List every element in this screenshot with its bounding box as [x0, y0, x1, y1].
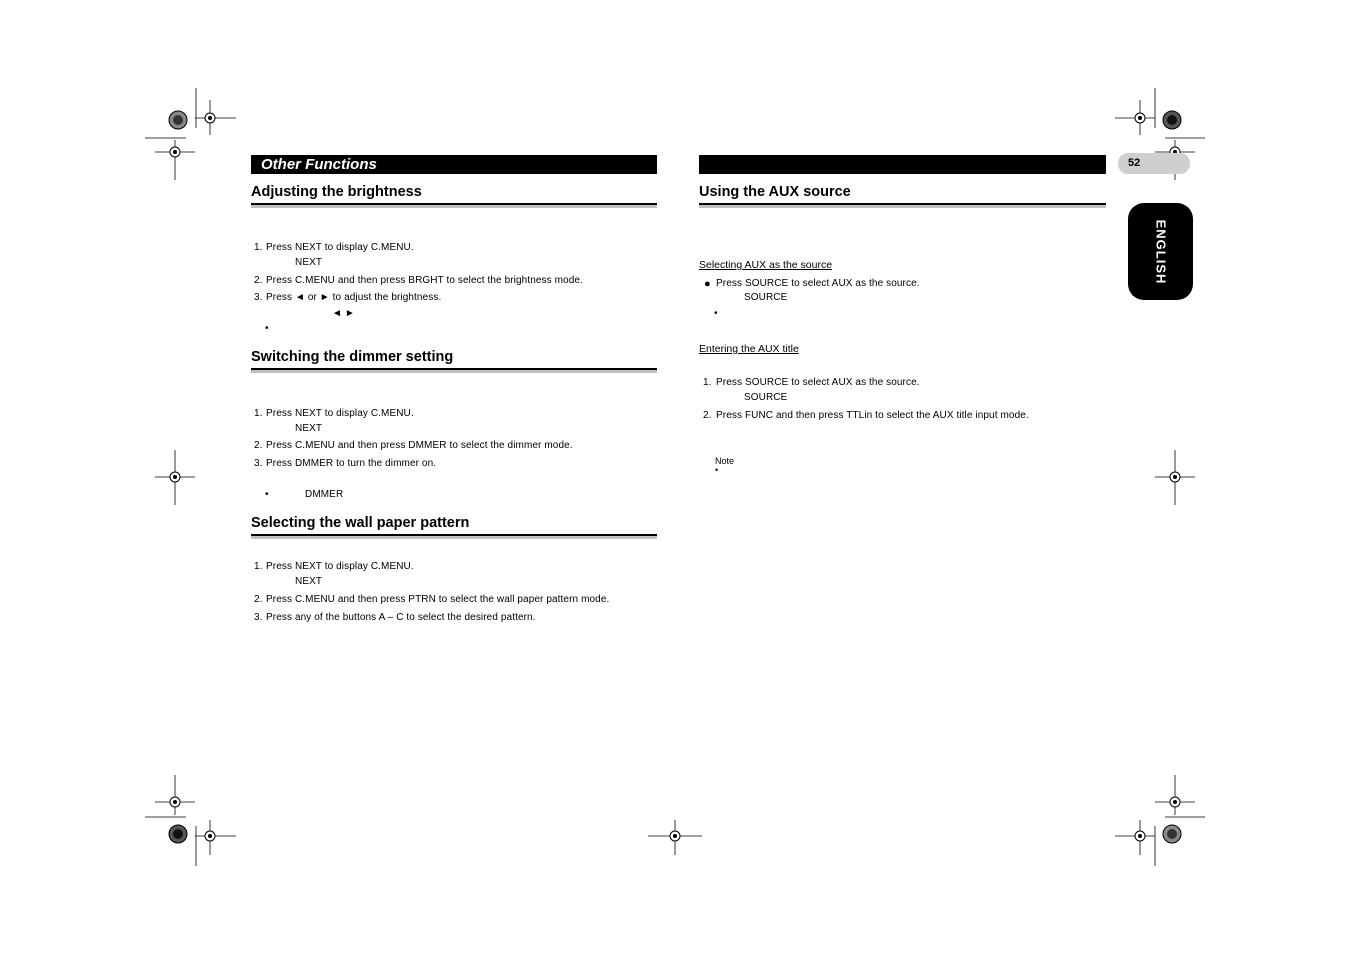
language-tab — [1128, 203, 1193, 300]
section-rule-shadow — [699, 205, 1106, 208]
step-number: 1. — [254, 561, 263, 572]
step-text: Press NEXT to display C.MENU. — [266, 242, 414, 253]
step-number: 1. — [254, 408, 263, 419]
step-number: 2. — [703, 410, 712, 421]
step-number: 1. — [254, 242, 263, 253]
step-number: 3. — [254, 612, 263, 623]
subsection-title-aux-title: Entering the AUX title — [699, 343, 799, 355]
step-number: 2. — [254, 594, 263, 605]
step-text: Press ◄ or ► to adjust the brightness. — [266, 292, 442, 303]
section-title-dimmer: Switching the dimmer setting — [251, 349, 454, 365]
bullet: • — [265, 323, 269, 334]
bullet-text: DMMER — [305, 489, 344, 500]
step-number: 1. — [703, 377, 712, 388]
step-text: Press C.MENU and then press BRGHT to select the brightness mode. — [266, 275, 583, 286]
step-number: 3. — [254, 458, 263, 469]
bullet: • — [265, 489, 269, 500]
step-subtext: NEXT — [295, 576, 323, 587]
section-rule-shadow — [251, 536, 657, 539]
section-title-aux: Using the AUX source — [699, 184, 851, 200]
step-text: Press C.MENU and then press PTRN to select the wall paper pattern mode. — [266, 594, 610, 605]
section-title-wallpaper: Selecting the wall paper pattern — [251, 515, 470, 531]
bullet-text: Press SOURCE to select AUX as the source. — [716, 278, 920, 289]
language-tab-label: ENGLISH — [1153, 219, 1168, 284]
step-subtext: SOURCE — [744, 392, 788, 403]
step-text: Press DMMER to turn the dimmer on. — [266, 458, 437, 469]
step-text: Press C.MENU and then press DMMER to select the dimmer mode. — [266, 440, 573, 451]
step-text: Press any of the buttons A – C to select the desired pattern. — [266, 612, 536, 623]
left-header-bar — [251, 155, 657, 174]
page-number: 52 — [1128, 157, 1141, 169]
left-header-title: Other Functions — [261, 156, 377, 173]
step-subtext: NEXT — [295, 423, 323, 434]
step-text: Press SOURCE to select AUX as the source. — [716, 377, 920, 388]
step-number: 2. — [254, 275, 263, 286]
bullet-subtext: SOURCE — [744, 292, 788, 303]
section-title-brightness: Adjusting the brightness — [251, 184, 422, 200]
step-text: Press FUNC and then press TTLin to select the AUX title input mode. — [716, 410, 1029, 421]
note-label: Note — [715, 456, 735, 466]
step-text: Press NEXT to display C.MENU. — [266, 561, 414, 572]
step-number: 2. — [254, 440, 263, 451]
arrow-keys-subtext: ◄ ► — [332, 308, 355, 319]
bullet: • — [714, 308, 718, 319]
step-number: 3. — [254, 292, 263, 303]
step-subtext: NEXT — [295, 257, 323, 268]
bullet-dot: ● — [704, 278, 711, 290]
right-header-bar — [699, 155, 1106, 174]
note-bullet: • — [715, 465, 719, 475]
section-rule-shadow — [251, 370, 657, 373]
subsection-title-select-aux: Selecting AUX as the source — [699, 259, 833, 271]
section-rule-shadow — [251, 205, 657, 208]
step-text: Press NEXT to display C.MENU. — [266, 408, 414, 419]
